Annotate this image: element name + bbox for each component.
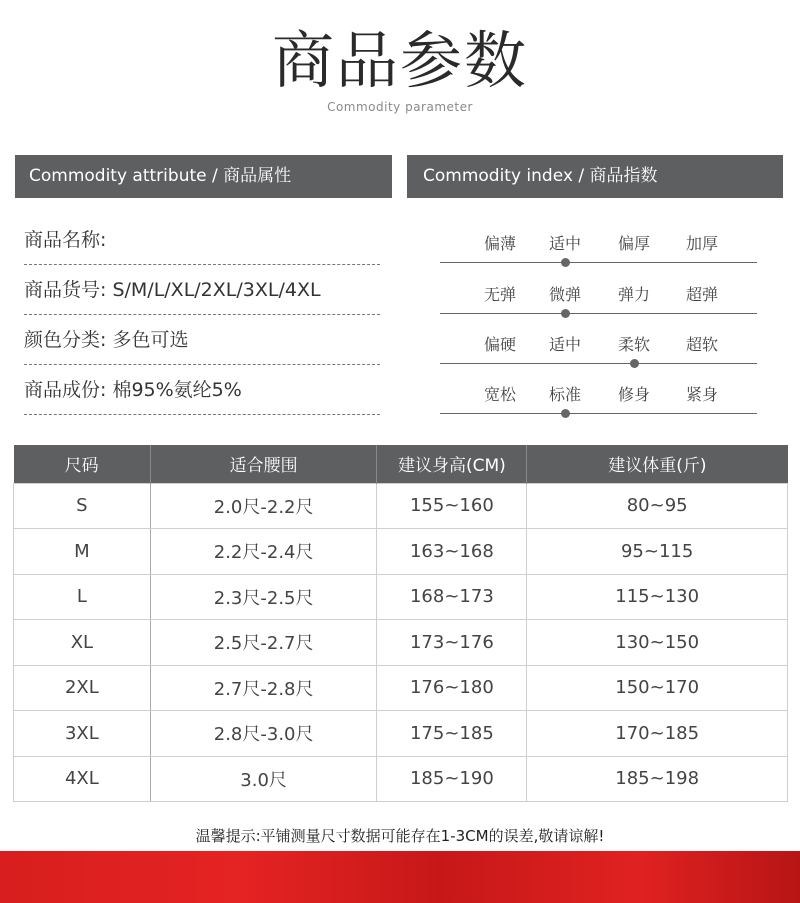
- index-scale: [440, 285, 757, 335]
- cell-height: 176~180: [377, 665, 527, 711]
- attribute-row: 商品成份: 棉95%氨纶5%: [24, 365, 380, 415]
- cell-size: S: [14, 483, 151, 529]
- index-option: 偏硬: [483, 335, 516, 354]
- index-option: 适中: [548, 234, 581, 253]
- attribute-row: 商品名称:: [24, 215, 380, 265]
- cell-size: M: [14, 529, 151, 575]
- cell-size: 2XL: [14, 665, 151, 711]
- index-option: 偏薄: [483, 234, 516, 253]
- cell-waist: 2.7尺-2.8尺: [150, 665, 377, 711]
- index-option: 标准: [548, 385, 581, 404]
- cell-waist: 2.3尺-2.5尺: [150, 574, 377, 620]
- cell-size: XL: [14, 620, 151, 666]
- index-option: 修身: [617, 385, 650, 404]
- index-option: 无弹: [483, 285, 516, 304]
- attribute-row: 商品货号: S/M/L/XL/2XL/3XL/4XL: [24, 265, 380, 315]
- attribute-row: 颜色分类: 多色可选: [24, 315, 380, 365]
- cell-height: 175~185: [377, 711, 527, 757]
- cell-weight: 150~170: [527, 665, 788, 711]
- index-option: 宽松: [483, 385, 516, 404]
- cell-waist: 2.5尺-2.7尺: [150, 620, 377, 666]
- index-scale: [440, 385, 757, 435]
- index-option: 柔软: [617, 335, 650, 354]
- header-weight: 建议体重(斤): [527, 445, 788, 483]
- size-table-header-row: [14, 445, 788, 483]
- page-subtitle: Commodity parameter: [327, 100, 473, 114]
- header-size: 尺码: [14, 445, 151, 483]
- index-option: 弹力: [617, 285, 650, 304]
- index-selected-dot: [561, 258, 570, 267]
- measurement-note: 温馨提示:平铺测量尺寸数据可能存在1-3CM的误差,敬请谅解!: [195, 827, 605, 845]
- header-height: 建议身高(CM): [377, 445, 527, 483]
- table-row: [14, 756, 788, 802]
- cell-height: 155~160: [377, 483, 527, 529]
- index-scale: [440, 335, 757, 385]
- cell-waist: 3.0尺: [150, 756, 377, 802]
- index-selected-dot: [561, 309, 570, 318]
- cell-height: 168~173: [377, 574, 527, 620]
- attribute-header-bar: Commodity attribute / 商品属性: [15, 155, 392, 198]
- cell-size: L: [14, 574, 151, 620]
- index-option: 适中: [548, 335, 581, 354]
- cell-size: 4XL: [14, 756, 151, 802]
- table-row: [14, 483, 788, 529]
- header-waist: 适合腰围: [150, 445, 377, 483]
- index-selected-dot: [630, 359, 639, 368]
- index-selected-dot: [561, 409, 570, 418]
- cell-waist: 2.0尺-2.2尺: [150, 483, 377, 529]
- cell-height: 163~168: [377, 529, 527, 575]
- index-option: 超软: [685, 335, 718, 354]
- index-option: 加厚: [685, 234, 718, 253]
- table-row: [14, 574, 788, 620]
- table-row: [14, 529, 788, 575]
- page-title: 商品参数: [271, 24, 528, 97]
- cell-weight: 185~198: [527, 756, 788, 802]
- cell-waist: 2.8尺-3.0尺: [150, 711, 377, 757]
- cell-weight: 80~95: [527, 483, 788, 529]
- cell-size: 3XL: [14, 711, 151, 757]
- index-header-bar: Commodity index / 商品指数: [407, 155, 783, 198]
- cell-weight: 170~185: [527, 711, 788, 757]
- cell-weight: 130~150: [527, 620, 788, 666]
- index-scale-line: [440, 313, 757, 314]
- index-scale-line: [440, 413, 757, 414]
- index-option: 偏厚: [617, 234, 650, 253]
- index-scale-line: [440, 262, 757, 263]
- red-banner-strip: [0, 851, 800, 903]
- index-scale-line: [440, 363, 757, 364]
- index-option: 微弹: [548, 285, 581, 304]
- table-row: [14, 665, 788, 711]
- table-row: [14, 620, 788, 666]
- size-table: [13, 445, 788, 802]
- cell-weight: 95~115: [527, 529, 788, 575]
- cell-height: 185~190: [377, 756, 527, 802]
- index-option: 紧身: [685, 385, 718, 404]
- index-option: 超弹: [685, 285, 718, 304]
- cell-height: 173~176: [377, 620, 527, 666]
- index-scale: [440, 234, 757, 284]
- table-row: [14, 711, 788, 757]
- cell-waist: 2.2尺-2.4尺: [150, 529, 377, 575]
- cell-weight: 115~130: [527, 574, 788, 620]
